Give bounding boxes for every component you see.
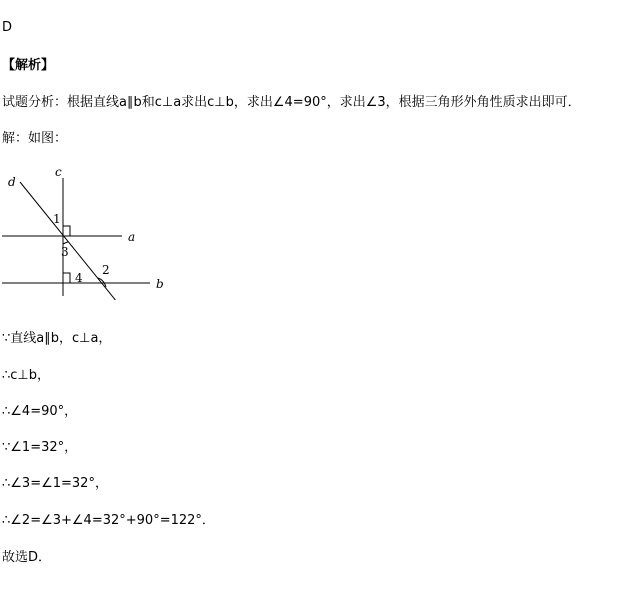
right-angle-mark-a [63,226,70,236]
label-a: a [128,230,136,244]
step-6: ∴∠2=∠3+∠4=32°+90°=122°． [2,513,215,528]
step-7: 故选D． [2,550,52,565]
label-c: c [55,165,62,179]
line-d [20,182,117,300]
section-title: 【解析】 [2,58,55,73]
step-4: ∵∠1=32°， [2,440,78,455]
right-angle-mark-b [63,273,70,283]
label-1: 1 [53,212,61,226]
analysis-text: 试题分析：根据直线a∥b和c⊥a求出c⊥b，求出∠4=90°，求出∠3，根据三角形外角性质求出即可． [2,95,581,110]
step-2: ∴c⊥b， [2,368,50,383]
solution-intro: 解：如图： [2,131,68,146]
label-4: 4 [75,271,83,285]
step-5: ∴∠3=∠1=32°， [2,476,108,491]
label-d: d [8,175,16,189]
label-3: 3 [61,245,69,259]
geometry-figure [0,160,180,300]
step-1: ∵直线a∥b，c⊥a， [2,331,112,346]
angle-3-arc [63,242,68,244]
answer-text: D [2,20,13,35]
step-3: ∴∠4=90°， [2,404,78,419]
label-2: 2 [102,263,110,277]
label-b: b [156,277,164,291]
